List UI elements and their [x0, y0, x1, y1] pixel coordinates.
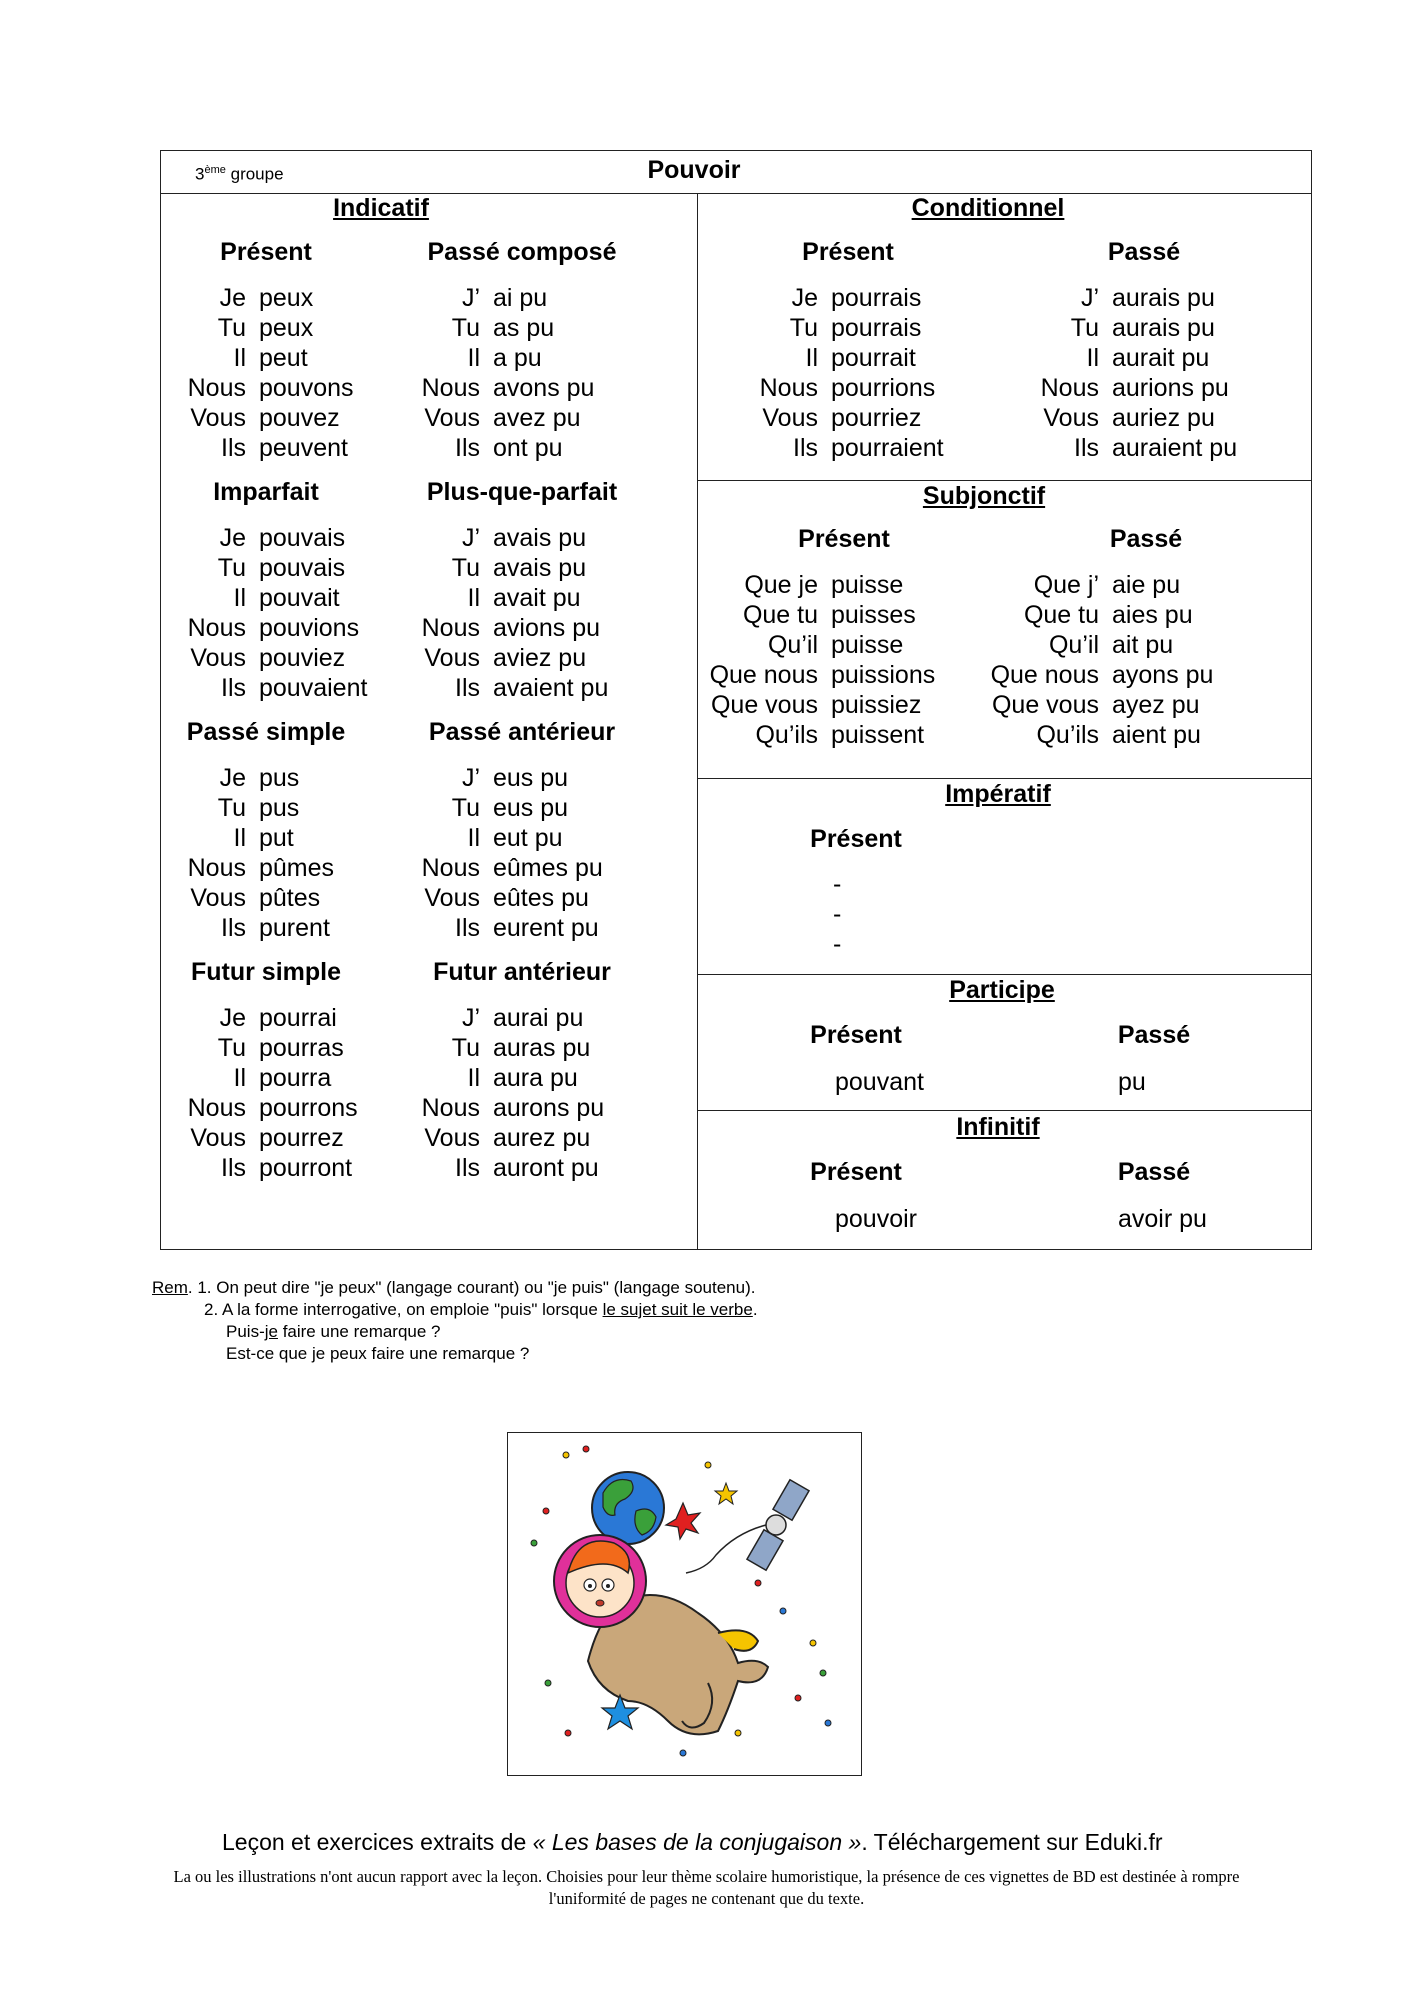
earth-globe	[592, 1472, 664, 1544]
mood-title-conditionnel: Conditionnel	[911, 194, 1065, 222]
group-superscript: ème	[204, 164, 226, 176]
mood-title-imperatif: Impératif	[945, 780, 1051, 808]
pronoun: Ils	[793, 434, 818, 462]
pronoun: Qu’ils	[1036, 721, 1099, 749]
verb-form: eurent pu	[493, 914, 599, 942]
pronoun: Que tu	[1023, 601, 1099, 629]
infinitif-passe-label: Passé	[1117, 1158, 1191, 1186]
remark-line-4: Est-ce que je peux faire une remarque ?	[226, 1344, 530, 1363]
pronoun: Il	[233, 1064, 246, 1092]
pronoun: Tu	[451, 554, 480, 582]
pronoun: Nous	[421, 374, 480, 402]
participe-present-value: pouvant	[835, 1068, 924, 1096]
remark-text-2-underlined: le sujet suit le verbe	[602, 1300, 753, 1319]
verb-form: aurai pu	[493, 1004, 584, 1032]
pronoun: Vous	[1043, 404, 1099, 432]
verb-form: pourraient	[831, 434, 944, 462]
pronoun: Qu’il	[767, 631, 818, 659]
pronoun: Vous	[190, 1124, 246, 1152]
verb-form: auriez pu	[1112, 404, 1215, 432]
verb-form: avais pu	[493, 524, 587, 552]
verb-form: a pu	[493, 344, 542, 372]
footer-book-title: « Les bases de la conjugaison »	[532, 1829, 862, 1855]
pronoun: Ils	[455, 914, 480, 942]
verb-form: pourrais	[831, 314, 922, 342]
pronoun: Il	[467, 584, 480, 612]
verb-form: purent	[259, 914, 330, 942]
remark-text-3b: faire une remarque ?	[277, 1322, 441, 1341]
astronaut-figure	[554, 1535, 768, 1734]
verb-form: ait pu	[1112, 631, 1174, 659]
verb-form: aurais pu	[1112, 314, 1215, 342]
verb-form: ayons pu	[1112, 661, 1214, 689]
verb-form: puissent	[831, 721, 925, 749]
pronoun: Nous	[187, 1094, 246, 1122]
verb-form: pourriez	[831, 404, 922, 432]
pronoun: J’	[461, 1004, 480, 1032]
verb-form: pouviez	[259, 644, 346, 672]
verb-form: ayez pu	[1112, 691, 1200, 719]
participe-passe-value: pu	[1118, 1068, 1146, 1096]
verb-form: peuvent	[259, 434, 348, 462]
verb-form: pourront	[259, 1154, 353, 1182]
verb-form: avais pu	[493, 554, 587, 582]
pronoun: Il	[467, 344, 480, 372]
remark-line-3	[226, 1321, 441, 1343]
pronoun: Que vous	[991, 691, 1099, 719]
verb-form: auront pu	[493, 1154, 599, 1182]
pronoun: Ils	[221, 674, 246, 702]
verb-form: avions pu	[493, 614, 601, 642]
verb-form: peut	[259, 344, 308, 372]
tense-label-present: Présent	[798, 525, 890, 553]
pronoun: Vous	[762, 404, 818, 432]
pronoun: Je	[219, 764, 246, 792]
remark-text-2b: .	[752, 1300, 758, 1319]
pronoun: Tu	[217, 554, 246, 582]
verb-form: eus pu	[493, 794, 569, 822]
tense-label-Futur simple: Futur simple	[190, 958, 341, 986]
infinitif-passe-value: avoir pu	[1118, 1205, 1207, 1233]
remark-label: Rem	[152, 1278, 188, 1297]
tense-label-Futur antérieur: Futur antérieur	[433, 958, 611, 986]
pronoun: Tu	[217, 794, 246, 822]
verb-form: avez pu	[493, 404, 581, 432]
footer-credit-pre: Leçon et exercices extraits de	[222, 1829, 533, 1855]
mood-title-subjonctif: Subjonctif	[922, 482, 1046, 510]
pronoun: Ils	[221, 434, 246, 462]
verb-form: aie pu	[1112, 571, 1181, 599]
disclaimer-line-2: l'uniformité de pages ne contenant que du texte.	[548, 1889, 865, 1908]
pronoun: Nous	[187, 854, 246, 882]
imperatif-row-1: -	[833, 870, 842, 898]
remark-text-3a: Puis-	[226, 1322, 265, 1341]
participe-passe-label: Passé	[1117, 1021, 1191, 1049]
verb-form: aurez pu	[493, 1124, 591, 1152]
remark-line-1	[152, 1277, 755, 1299]
pronoun: Que vous	[710, 691, 818, 719]
verb-form: pouvaient	[259, 674, 368, 702]
imperatif-present-label: Présent	[810, 825, 902, 853]
verb-form: eûmes pu	[493, 854, 603, 882]
astronaut-drawing	[508, 1433, 860, 1774]
verb-form: pouvais	[259, 554, 346, 582]
imperatif-row-3: -	[833, 930, 842, 958]
tense-label-Plus-que-parfait: Plus-que-parfait	[426, 478, 618, 506]
verb-form: pouvait	[259, 584, 340, 612]
tense-label-Passé simple: Passé simple	[186, 718, 346, 746]
pronoun: Il	[467, 824, 480, 852]
pronoun: Je	[219, 1004, 246, 1032]
verb-form: pourrai	[259, 1004, 337, 1032]
pronoun: Vous	[424, 644, 480, 672]
verb-form: pourrais	[831, 284, 922, 312]
pronoun: Vous	[424, 884, 480, 912]
pronoun: Vous	[424, 404, 480, 432]
pronoun: Il	[805, 344, 818, 372]
group-number: 3	[195, 164, 205, 184]
verb-form: aviez pu	[493, 644, 587, 672]
pronoun: Je	[219, 284, 246, 312]
footer-credit-post: . Téléchargement sur Eduki.fr	[861, 1829, 1163, 1855]
red-star-icon	[666, 1503, 700, 1539]
verb-form: put	[259, 824, 294, 852]
verb-form: pus	[259, 794, 300, 822]
verb-form: pûtes	[259, 884, 321, 912]
verb-form: puissiez	[831, 691, 922, 719]
pronoun: Ils	[455, 674, 480, 702]
pronoun: Il	[233, 824, 246, 852]
pronoun: Nous	[421, 854, 480, 882]
verb-form: aurons pu	[493, 1094, 605, 1122]
verb-form: pouvions	[259, 614, 360, 642]
verb-form: pourrait	[831, 344, 916, 372]
verb-form: aurais pu	[1112, 284, 1215, 312]
verb-form: aurait pu	[1112, 344, 1210, 372]
pronoun: Tu	[217, 1034, 246, 1062]
pronoun: Je	[219, 524, 246, 552]
group-label: groupe	[230, 164, 284, 184]
pronoun: Que j’	[1033, 571, 1099, 599]
pronoun: Ils	[455, 434, 480, 462]
verb-form: eut pu	[493, 824, 563, 852]
mood-title-infinitif: Infinitif	[956, 1113, 1040, 1141]
pronoun: Que je	[744, 571, 818, 599]
pronoun: Ils	[221, 1154, 246, 1182]
infinitif-present-value: pouvoir	[835, 1205, 917, 1233]
pronoun: Ils	[221, 914, 246, 942]
pronoun: Tu	[451, 314, 480, 342]
mood-title-participe: Participe	[949, 976, 1055, 1004]
pronoun: Vous	[424, 1124, 480, 1152]
conditionnel-divider	[697, 480, 1312, 481]
verb-form: puissions	[831, 661, 936, 689]
pronoun: Tu	[1070, 314, 1099, 342]
pronoun: Nous	[421, 1094, 480, 1122]
pronoun: Que nous	[990, 661, 1099, 689]
verb-form: pourras	[259, 1034, 344, 1062]
pronoun: Il	[233, 584, 246, 612]
infinitif-present-label: Présent	[810, 1158, 902, 1186]
verb-form: avaient pu	[493, 674, 609, 702]
verb-form: pus	[259, 764, 300, 792]
verb-form: pourra	[259, 1064, 332, 1092]
verb-form: peux	[259, 314, 314, 342]
tense-label-present: Présent	[802, 238, 894, 266]
verb-form: pourrions	[831, 374, 936, 402]
pronoun: Que tu	[742, 601, 818, 629]
subjonctif-divider	[697, 778, 1312, 779]
pronoun: Vous	[190, 644, 246, 672]
pronoun: Nous	[187, 374, 246, 402]
verb-form: pouvez	[259, 404, 340, 432]
tense-label-Présent: Présent	[220, 238, 312, 266]
remark-text-3-underlined: je	[264, 1322, 278, 1341]
pronoun: Vous	[190, 404, 246, 432]
verb-form: aura pu	[493, 1064, 578, 1092]
pronoun: Ils	[455, 1154, 480, 1182]
pronoun: Qu’ils	[755, 721, 818, 749]
pronoun: J’	[461, 524, 480, 552]
verb-form: peux	[259, 284, 314, 312]
pronoun: J’	[461, 284, 480, 312]
verb-form: aies pu	[1112, 601, 1193, 629]
pronoun: Tu	[217, 314, 246, 342]
remark-text-2a: 2. A la forme interrogative, on emploie "puis" lorsque	[204, 1300, 603, 1319]
pronoun: J’	[1080, 284, 1099, 312]
verb-form: auras pu	[493, 1034, 591, 1062]
verb-form: ai pu	[493, 284, 548, 312]
verb-title: Pouvoir	[647, 156, 741, 184]
verb-form: eus pu	[493, 764, 569, 792]
verb-form: pouvais	[259, 524, 346, 552]
pronoun: Il	[1086, 344, 1099, 372]
satellite-icon	[686, 1480, 809, 1573]
verb-form: puisse	[831, 631, 904, 659]
verb-form: aurions pu	[1112, 374, 1229, 402]
pronoun: Il	[467, 1064, 480, 1092]
pronoun: Tu	[451, 1034, 480, 1062]
pronoun: Vous	[190, 884, 246, 912]
verb-form: auraient pu	[1112, 434, 1238, 462]
astronaut-illustration	[507, 1432, 862, 1776]
footer-disclaimer	[90, 1866, 1323, 1910]
pronoun: Nous	[759, 374, 818, 402]
participe-present-label: Présent	[810, 1021, 902, 1049]
pronoun: Qu’il	[1048, 631, 1099, 659]
pronoun: Nous	[187, 614, 246, 642]
footer-credit	[222, 1829, 1163, 1856]
remark-line-2	[204, 1299, 758, 1321]
verb-form: pourrez	[259, 1124, 344, 1152]
pronoun: Nous	[1040, 374, 1099, 402]
verb-group	[195, 164, 284, 185]
verb-form: ont pu	[493, 434, 563, 462]
verb-form: pourrons	[259, 1094, 358, 1122]
yellow-star-icon	[715, 1483, 737, 1504]
tense-label-passe: Passé	[1107, 238, 1181, 266]
verb-form: as pu	[493, 314, 555, 342]
tense-label-Passé antérieur: Passé antérieur	[428, 718, 616, 746]
verb-form: avons pu	[493, 374, 595, 402]
verb-form: avait pu	[493, 584, 581, 612]
tense-label-passe: Passé	[1109, 525, 1183, 553]
mood-title-indicatif: Indicatif	[333, 194, 429, 222]
pronoun: J’	[461, 764, 480, 792]
pronoun: Ils	[1074, 434, 1099, 462]
disclaimer-line-1: La ou les illustrations n'ont aucun rapport avec la leçon. Choisies pour leur thème scolaire humoristique, la présence de ces vignettes de BD est destinée à rompre	[173, 1867, 1240, 1886]
pronoun: Il	[233, 344, 246, 372]
verb-form: eûtes pu	[493, 884, 589, 912]
verb-form: aient pu	[1112, 721, 1201, 749]
tense-label-Passé composé: Passé composé	[427, 238, 617, 266]
verb-form: puisses	[831, 601, 916, 629]
pronoun: Tu	[451, 794, 480, 822]
participe-divider	[697, 1110, 1312, 1111]
remark-text-1: . 1. On peut dire "je peux" (langage courant) ou "je puis" (langage soutenu).	[187, 1278, 756, 1297]
pronoun: Que nous	[709, 661, 818, 689]
pronoun: Je	[791, 284, 818, 312]
pronoun: Nous	[421, 614, 480, 642]
verb-form: puisse	[831, 571, 904, 599]
verb-form: pouvons	[259, 374, 354, 402]
imperatif-divider	[697, 974, 1312, 975]
imperatif-row-2: -	[833, 900, 842, 928]
pronoun: Tu	[789, 314, 818, 342]
tense-label-Imparfait: Imparfait	[213, 478, 319, 506]
verb-form: pûmes	[259, 854, 335, 882]
